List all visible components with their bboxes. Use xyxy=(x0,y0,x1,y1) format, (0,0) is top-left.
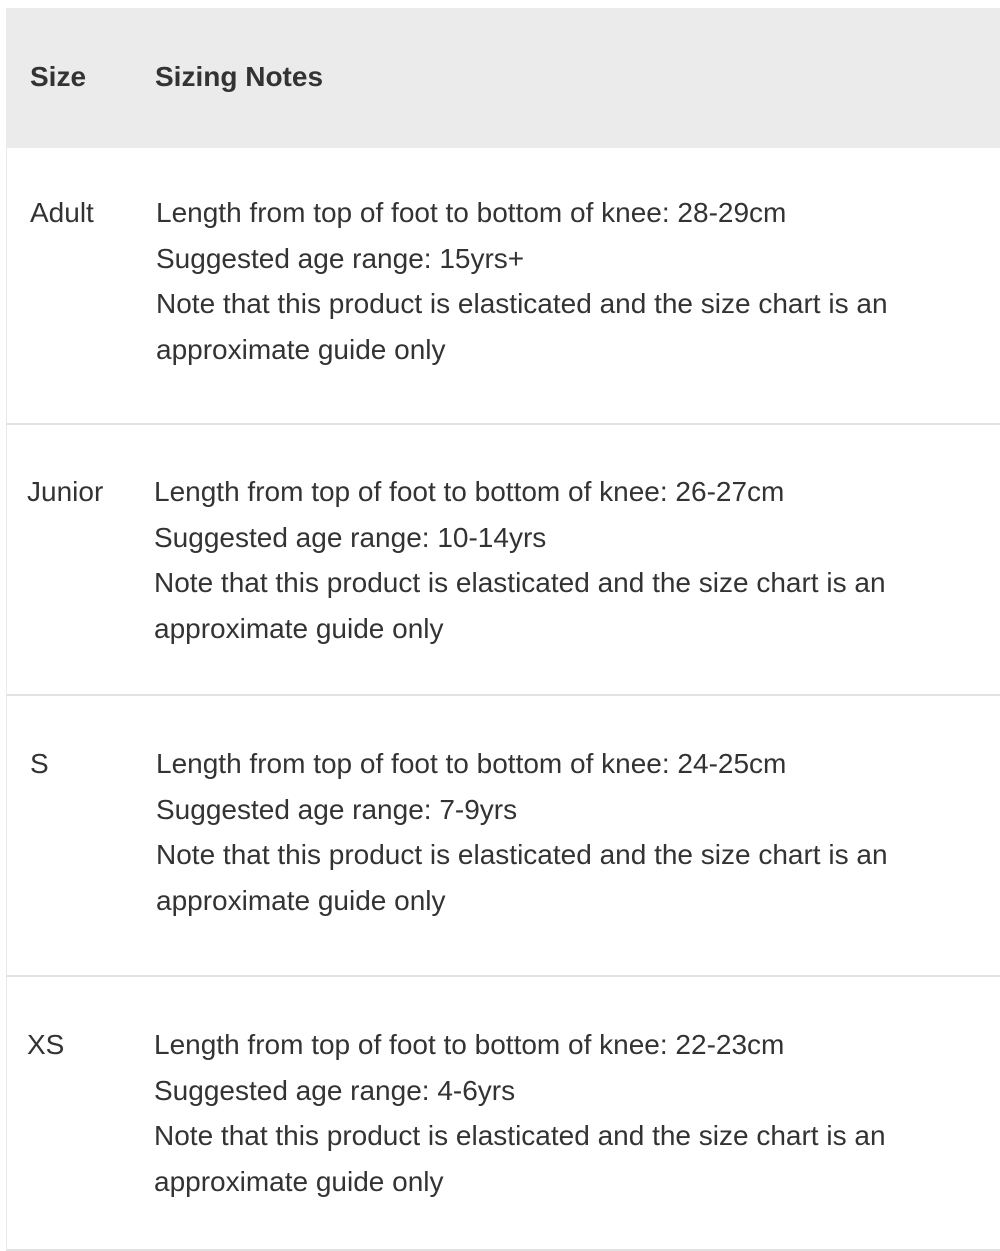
size-label: Adult xyxy=(30,197,94,228)
sizing-notes xyxy=(154,469,974,651)
elastic-note-continued: approximate guide only xyxy=(154,612,444,644)
length-note: Length from top of foot to bottom of knee: 28-29cm xyxy=(156,197,787,228)
age-note: Suggested age range: 15yrs+ xyxy=(156,242,525,274)
age-note: Suggested age range: 4-6yrs xyxy=(154,1074,516,1106)
header-sizing-notes: Sizing Notes xyxy=(155,61,324,92)
table-row-s xyxy=(6,696,1000,977)
sizing-notes xyxy=(156,741,976,923)
elastic-note: Note that this product is elasticated and the size chart is an xyxy=(154,567,886,598)
table-row-xs xyxy=(6,977,1000,1251)
elastic-note: Note that this product is elasticated and the size chart is an xyxy=(154,1120,886,1151)
elastic-note-continued: approximate guide only xyxy=(154,1165,444,1197)
table-row-junior xyxy=(6,425,1000,696)
table-header-row xyxy=(6,8,1000,148)
sizing-notes xyxy=(154,1022,974,1204)
age-note: Suggested age range: 7-9yrs xyxy=(156,793,518,825)
size-label: S xyxy=(30,748,49,779)
elastic-note-continued: approximate guide only xyxy=(156,333,446,365)
length-note: Length from top of foot to bottom of knee: 26-27cm xyxy=(154,476,785,507)
elastic-note: Note that this product is elasticated and the size chart is an xyxy=(156,288,888,319)
size-chart-table xyxy=(6,8,1000,1251)
length-note: Length from top of foot to bottom of knee: 22-23cm xyxy=(154,1029,785,1060)
size-label: Junior xyxy=(27,476,104,507)
header-size: Size xyxy=(30,61,87,92)
elastic-note: Note that this product is elasticated and the size chart is an xyxy=(156,839,888,870)
size-label: XS xyxy=(27,1029,65,1060)
elastic-note-continued: approximate guide only xyxy=(156,884,446,916)
sizing-notes xyxy=(156,190,976,372)
table-row-adult xyxy=(6,148,1000,425)
age-note: Suggested age range: 10-14yrs xyxy=(154,521,547,553)
length-note: Length from top of foot to bottom of knee: 24-25cm xyxy=(156,748,787,779)
